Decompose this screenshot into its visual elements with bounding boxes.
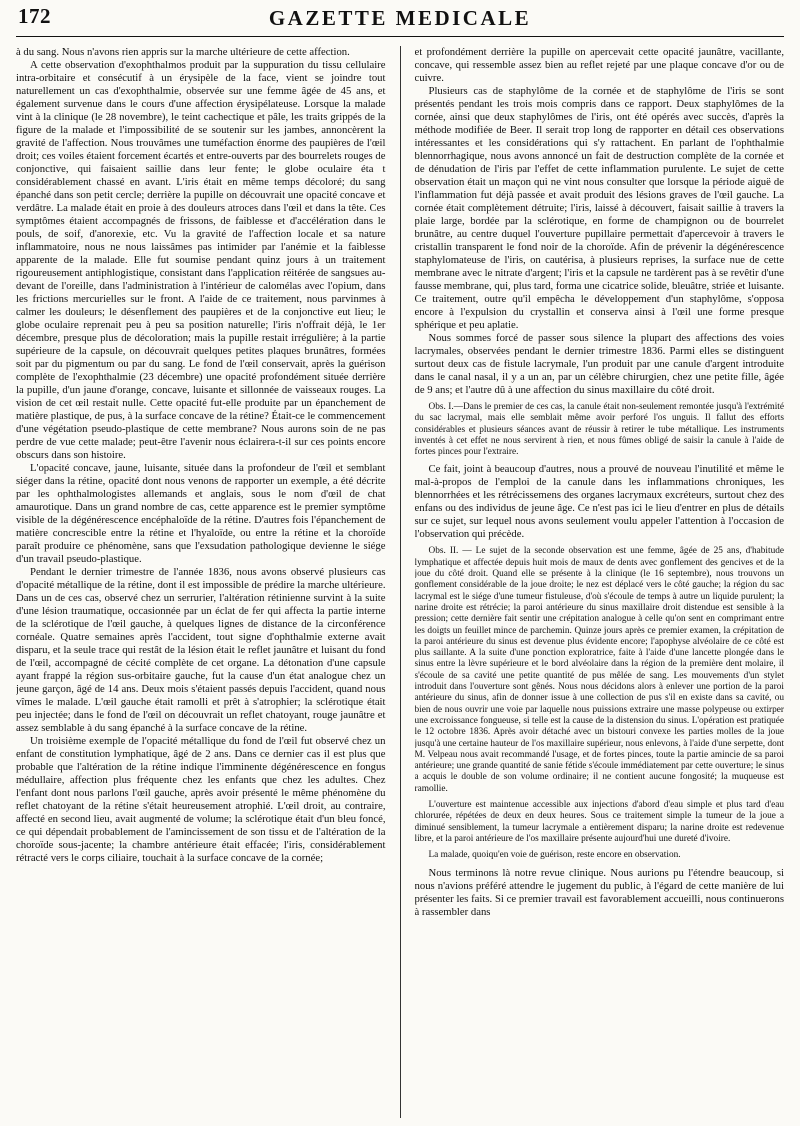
page-header bbox=[16, 0, 784, 37]
paragraph: à du sang. Nous n'avons rien appris sur la marche ultérieure de cette affection. bbox=[16, 46, 350, 58]
paragraph: Ce fait, joint à beaucoup d'autres, nous a prouvé de nouveau l'inutilité et même le mal-à-propos de l'emploi de la canule dans les inflammations chroniques, les blennorrhées et les rétrécissemens des organes lacrymaux excréteurs, surtout chez des enfans ou des individus de jeune âge. Ce n'est pas ici le lieu d'entrer en plus de détails sur ce sujet, sur lequel nous avons seulement voulu appeler l'attention à l'occasion de l'observation qui précède. bbox=[414, 463, 784, 541]
observation-note: Obs. II. — Le sujet de la seconde observation est une femme, âgée de 25 ans, d'habitude lymphatique et affectée depuis huit mois de maux de dents avec gonflement des gencives et de la joue du côté droit. Quand elle se présente à la clinique (le 16 septembre), nous trouvons un gonflement considérable de la joue droite; le nez est déplacé vers le côté gauche; la région du sac lacrymal est le siége d'une tumeur fistuleuse, d'où s'écoule de temps à autre un liquide purulent; la narine droite est rétrécie; la paroi antérieure du sinus maxillaire droit distendue est sensible à la pression; cette dernière fait sentir une crépitation analogue à celle qu'on sent en comprimant entre les doigts un feuillet mince de parchemin. Quinze jours après ce premier examen, la crépitation de la paroi antérieure du sinus est devenue plus évidente encore; l'apophyse alvéolaire de ce côté est plus saillante. A la suite d'une ponction exploratrice, faite à l'aide d'une lancette plongée dans le sinus entre la lèvre supérieure et le bord alvéolaire dans la région de la première dent molaire, il s'écoule de sa cavité une petite quantité de pus mêlée de sang. Les mouvements d'un stylet introduit dans l'ouverture sont gênés. Nous nous décidons alors à enlever une portion de la paroi antérieure du sinus, afin de donner issue à une collection de pus s'il en existe dans sa cavité, ou bien de nous ouvrir une voie par laquelle nous puissions extraire une masse polypeuse ou extirper une excroissance fongueuse, si telle est la cause de la distension du sinus. L'opération est pratiquée le 12 octobre 1836. Après avoir détaché avec un bistouri convexe les parties molles de la joue jusqu'à une certaine hauteur de l'os maxillaire supérieur, nous enlevons, à l'aide d'une serpette, dont M. Velpeau nous avait recommandé l'usage, et de fortes pinces, toute la partie amincie de sa paroi antérieure; une grande quantité de sanie fétide s'écoule immédiatement par cette ouverture; le sinus a acquis le double de son volume ordinaire; il ne contient aucune fongosité; la muqueuse est ramollie. bbox=[414, 546, 784, 794]
paragraph: Nous terminons là notre revue clinique. Nous aurions pu l'étendre beaucoup, si nous n'avions préféré attendre le jugement du public, à l'égard de cette manière de lui présenter les faits. Si ce premier travail est favorablement accueilli, nous continuerons à rassembler dans bbox=[414, 866, 784, 918]
left-column bbox=[16, 46, 386, 1118]
text-columns bbox=[16, 46, 784, 1118]
paragraph: Nous sommes forcé de passer sous silence la plupart des affections des voies lacrymales, observées pendant le dernier trimestre 1836. Parmi elles se distinguent surtout deux cas de fistule lacrymale, l'un produit par une canule d'argent introduite dans le canal nasal, il y a un an, par un célèbre chirurgien, chez une petite fille, âgée de 9 ans; et l'autre dû à une affection du sinus maxillaire du côté droit. bbox=[414, 332, 784, 396]
paragraph: Un troisième exemple de l'opacité métallique du fond de l'œil fut observé chez un enfant de constitution lymphatique, âgé de 2 ans. Dans ce dernier cas il est plus que probable que l'altération de la rétine indique l'imminente dégénérescence en fongus médullaire, affection plus fréquente chez les enfants que chez les adultes. Chez l'enfant dont nous parlons l'œil gauche, après avoir présenté le même phénomène du reflet chatoyant de la rétine s'était heureusement atrophié. L'œil droit, au contraire, affecté en second lieu, avait augmenté de volume; la sclérotique était d'un bleu foncé, ce qui dépendait probablement de l'amincissement de son tissu et de l'altération de la choroïde sous-jacente; la chambre antérieure était effacée; l'iris, considérablement rétracté vers le corps ciliaire, touchait à la surface concave de la cornée; bbox=[16, 735, 386, 864]
right-column bbox=[415, 46, 785, 1118]
paragraph: et profondément derrière la pupille on apercevait cette opacité jaunâtre, vacillante, concave, qui ressemble assez bien au reflet rejeté par une plaque concave d'or ou de cuivre. bbox=[414, 46, 784, 84]
paragraph: Plusieurs cas de staphylôme de la cornée et de staphylôme de l'iris se sont présentés pendant les trois mois compris dans ce rapport. Deux staphylômes de la cornée, ainsi que deux staphylômes de l'iris, ont été opérés avec succès, d'après la méthode modifiée de Beer. Il serait trop long de rapporter en détail ces observations intéressantes et les considérations qui s'y rattachent. En parlant de l'ophthalmie blennorrhagique, nous avons annoncé un fait de destruction complète de la cornée et de dénudation de l'iris par l'effet de cette inflammation purulente. Le sujet de cette observation était un maçon qui ne vint nous consulter que lorsque la période aiguë de l'inflammation fut déjà passée et avait produit des lésions graves de l'œil gauche. La cornée était complètement détruite; l'iris, laissé à découvert, faisait saillie à travers la plaie large, bordée par la sclérotique, en forme de champignon ou de bourrelet brunâtre, au centre duquel l'ouverture pupillaire permettait d'apercevoir à travers le cristallin transparent le fond noir de la choroïde. Afin de prévenir la dégénérescence staphylomateuse de l'iris, on cautérisa, à plusieurs reprises, la surface nue de cette membrane avec le nitrate d'argent; l'iris et la capsule ne tardèrent pas à se revêtir d'une fausse membrane, qui, plus tard, forma une cicatrice solide, bleuâtre, striée et luisante. Ce traitement, outre qu'il empêcha le développement d'un staphylôme, s'opposa encore à l'expulsion du crystallin et conserva ainsi à l'œil une forme presque sphérique et peu aplatie. bbox=[414, 85, 784, 331]
paragraph: L'opacité concave, jaune, luisante, située dans la profondeur de l'œil et semblant siéger dans la rétine, opacité dont nous venons de rapporter un exemple, a été décrite par les ophthalmologistes allemands et anglais, sous le nom d'œil de chat amaurotique. Dans un grand nombre de cas, cette apparence est le premier symptôme visible de la dégénérescence encéphaloïde de la rétine. D'autres fois l'épanchement de matière concrescible entre la rétine et l'hyaloïde, ou entre la rétine et la choroïde paraît produire ce phénomène, sans que l'exsudation pathologique devienne le siége d'un travail pseudo-plastique. bbox=[16, 462, 386, 565]
paragraph: A cette observation d'exophthalmos produit par la suppuration du tissu cellulaire intra-orbitaire et consécutif à un érysipèle de la face, vient se joindre tout naturellement un cas d'exophthalmie, observée sur une femme âgée de 45 ans, et également survenue dans le cours d'une affection érysipélateuse. Lorsque la malade vint à la clinique (le 28 novembre), le teint cachectique et pâle, les traits grippés de la figure de la malade et l'impossibilité de se soutenir sur les jambes, annoncèrent la gravité de l'affection. Nous trouvâmes une tuméfaction énorme des paupières de l'œil droit; ces voiles étaient forcement écartés et entre-ouverts par des bourrelets rouges de conjonctive, qui faisaient saillie dans leur fente; le globe oculaire éta t considérablement chassé en avant. L'iris était en même temps décoloré; du sang épanché dans son petit cercle; derrière la pupille on découvrait une opacité concave et verdâtre. La malade était en proie à des douleurs atroces dans l'œil et dans la tête. Ces symptômes étaient accompagnés de frissons, de faiblesse et d'accélération dans le pouls, de soif, d'anorexie, etc. Vu la gravité de l'affection locale et sa nature inflammatoire, nous ne nous laissâmes pas intimider par l'anémie et la faiblesse apparente de la malade. Elle fut soumise pendant quinz jours à un traitement rigoureusement antiphlogistique, consistant dans l'application réitérée de sangsues au-devant de l'oreille, dans l'administration à l'intérieur de calomélas avec l'opium, dans les frictions mercurielles sur le front. A l'aide de ce traitement, nous parvinmes à calmer les douleurs; le désenflement des paupières et de la conjonctive eut lieu; le globe oculaire reprenait peu à peu sa position naturelle; l'iris n'offrait déjà, le 1er décembre, presque plus de décoloration; mais la pupille restait irrégulière; à la partie supérieure de la capsule, on découvrait quelques petites plaques brunâtres, formées soit par du pigmentum ou par du sang. Le fond de l'œil conservait, après la guérison complète de l'exophthalmie (23 décembre) une opacité profondément située derrière la pupille, d'un jaune d'orange, concave, luisante et sillonnée de vaisseaux rouges. La vision de cet œil restait nulle. Cette opacité fut-elle produite par un épanchement de matière plastique, de pus, à la surface concave de la rétine? Était-ce le commencement d'une végétation pseudo-plastique de cette membrane? Nous aurons soin de ne pas perdre de vue cette malade; peut-être l'avenir nous éclairera-t-il sur ces points encore obscurs dans son histoire. bbox=[16, 59, 386, 461]
page-number: 172 bbox=[18, 4, 51, 28]
paragraph: Pendant le dernier trimestre de l'année 1836, nous avons observé plusieurs cas d'opacité métallique de la rétine, dont il est impossible de prédire la marche ultérieure. Dans un de ces cas, observé chez un serrurier, l'altération rétinienne survint à la suite d'une lésion traumatique, occasionnée par un éclat de fer qui affecta la partie interne de la sclérotique de l'œil gauche, à quelques lignes de distance de la circonférence cornéale. Quatre semaines après l'accident, tout signe d'ophthalmie externe avait disparu, et la seule trace qui restât de la lésion était le reflet jaunâtre et luisant du fond de l'œil, accompagné de cécité complète de cet organe. La détonation d'une capsule ayant frappé la région sus-orbitaire gauche, fut la cause d'un état analogue chez un jeune garçon, âgé de 14 ans. Deux mois s'étaient passés depuis l'accident, quand nous vîmes le malade. L'œil gauche était ramolli et prêt à s'atrophier; la sclérotique était peu injectée; dans le fond de l'œil on découvrait un reflet chatoyant, rouge jaunâtre et assez semblable à du sang épanché à la surface concave de la rétine. bbox=[16, 566, 386, 734]
observation-note: L'ouverture est maintenue accessible aux injections d'abord d'eau simple et plus tard d'eau chlorurée, répétées de deux en deux heures. Sous ce traitement simple la tumeur de la joue a diminué sensiblement, la tumeur lacrymale a entièrement disparu; la narine droite est redevenue libre, et la paroi antérieure de l'os maxillaire présente aujourd'hui une dureté d'ivoire. bbox=[414, 800, 784, 844]
journal-title: GAZETTE MEDICALE bbox=[268, 6, 532, 30]
column-divider bbox=[400, 46, 401, 1118]
observation-note: La malade, quoiqu'en voie de guérison, reste encore en observation. bbox=[428, 850, 681, 861]
observation-note: Obs. I.—Dans le premier de ces cas, la canule était non-seulement remontée jusqu'à l'extrémité du sac lacrymal, mais elle semblait même avoir perforé l'os unguis. Il fallut des efforts considérables et plusieurs séances avant de réussir à retirer le tube métallique. Les instruments inventés à cet effet ne nous servirent à rien, et nous fûmes obligé de saisir la canule à l'aide de fortes pinces pour l'extraire. bbox=[414, 402, 784, 458]
